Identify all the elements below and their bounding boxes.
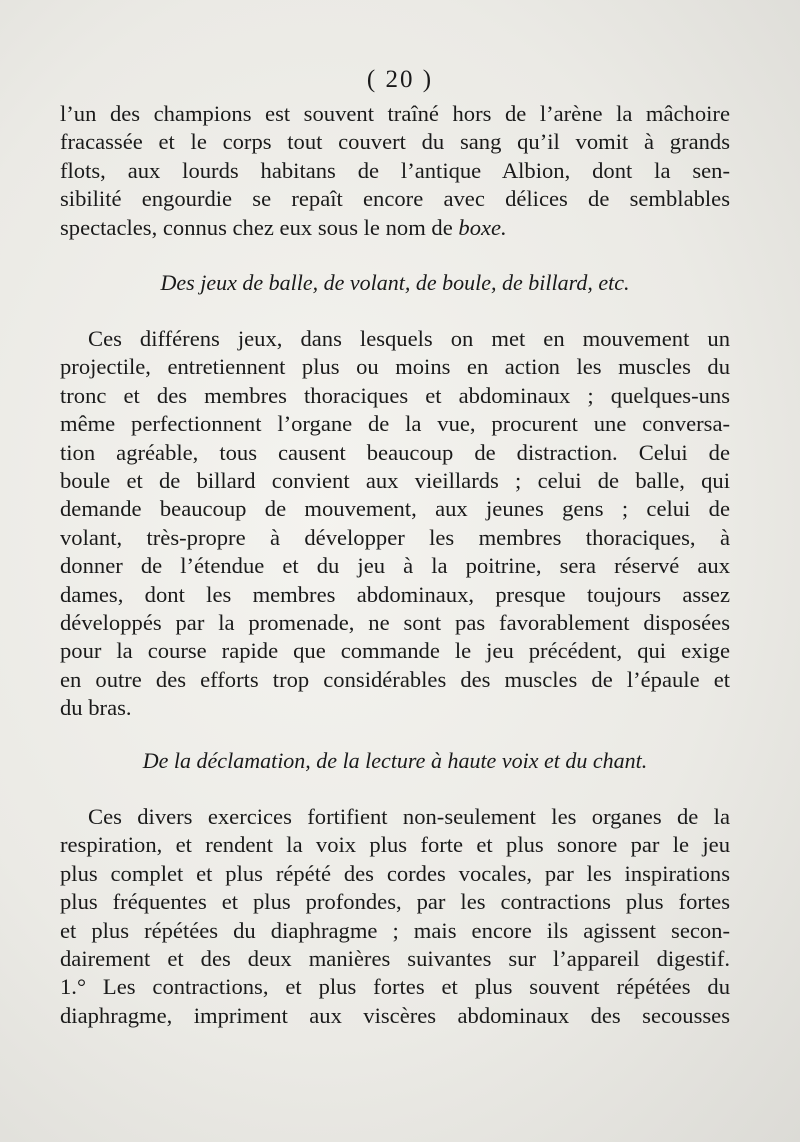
text-line: tronc et des membres thoraciques et abdominaux ; quelques-uns [60,382,730,408]
text-line: flots, aux lourds habitans de l’antique Albion, dont la sen- [60,157,730,183]
text-line: même perfectionnent l’organe de la vue, procurent une conversa- [60,411,730,437]
text-line: tion agréable, tous causent beaucoup de distraction. Celui de [60,439,730,465]
section-heading-jeux: Des jeux de balle, de volant, de boule, de billard, etc. [160,270,630,295]
text-line-part: spectacles, connus chez eux sous le nom de [60,214,459,240]
text-line: respiration, et rendent la voix plus forte et plus sonore par le jeu [60,832,730,858]
text-line [60,214,730,242]
text-line: du bras. [60,695,132,721]
section-heading-declamation: De la déclamation, de la lecture à haute voix et du chant. [142,748,648,773]
text-line: demande beaucoup de mouvement, aux jeunes gens ; celui de [60,496,730,522]
paragraph-boxe [60,100,730,242]
text-line: l’un des champions est souvent traîné hors de l’arène la mâchoire [60,101,730,126]
text-line: dairement et des deux manières suivantes sur l’appareil digestif. [60,946,730,972]
text-line: pour la course rapide que commande le jeu précédent, qui exige [60,638,730,664]
text-line: développés par la promenade, ne sont pas favorablement disposées [60,610,730,636]
emphasis-word: boxe. [458,214,507,240]
text-line: 1.° Les contractions, et plus fortes et plus souvent répétées du [60,974,730,1000]
text-line: diaphragme, impriment aux viscères abdominaux des secousses [60,1002,730,1028]
text-line: donner de l’étendue et du jeu à la poitrine, sera réservé aux [60,553,730,579]
text-line: et plus répétées du diaphragme ; mais encore ils agissent secon- [60,917,730,943]
text-line: fracassée et le corps tout couvert du sang qu’il vomit à grands [60,129,730,155]
text-line: sibilité engourdie se repaît encore avec délices de semblables [60,186,730,212]
text-line: Ces différens jeux, dans lesquels on met en mouvement un [88,326,730,351]
paragraph-jeux [60,325,730,723]
text-line: boule et de billard convient aux vieillards ; celui de balle, qui [60,468,730,494]
text-line: dames, dont les membres abdominaux, presque toujours assez [60,581,730,607]
text-line: en outre des efforts trop considérables des muscles de l’épaule et [60,666,730,692]
paragraph-declamation [60,803,730,1030]
text-line: volant, très-propre à développer les membres thoraciques, à [60,524,730,550]
text-line: plus complet et plus répété des cordes vocales, par les inspirations [60,860,730,886]
page-number: ( 20 ) [366,66,434,93]
text-line: plus fréquentes et plus profondes, par les contractions plus fortes [60,889,730,915]
text-line: Ces divers exercices fortifient non-seulement les organes de la [88,804,730,829]
text-line: projectile, entretiennent plus ou moins en action les muscles du [60,354,730,380]
